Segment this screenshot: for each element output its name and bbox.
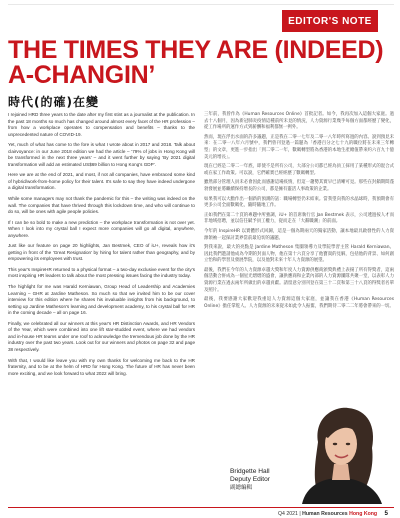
issue-label: Q4 2021 (277, 511, 298, 517)
paragraph-zh: 最後，我要感謝大家歡迎我重返人力資源這個大家庭，並讓我在香港《Human Resources Online》擔任掌舵人。人力資源的未來從未如此令人振奮，我們期待二零二二年將會帶來的一切。 (204, 297, 394, 309)
editor-signature (230, 468, 300, 492)
editor-title-zh: 副總編輯 (230, 485, 253, 491)
paragraph-zh: 對我來說，最大的亮點是 Jardine Matheson 集團領導力及學院學習主管 Harald Kerniawan。因此我們邀請他成為今期的封面人物，他在第十六頁分享了他寶貴的見解，包括他的背景、如何創立怡和的學習及發展學院，以及他對未來十年人力資源的展望。 (204, 245, 394, 264)
footer-rule (8, 507, 394, 508)
paragraph: I rejoined HRD three years to the date after my first stint as a journalist at the publication. In the past 18 months so much has changed around almost every facet of the HR profession – from how a workplace operates to compensation and benefits – thanks to the unprecedented nature of COVID-19. (8, 112, 195, 137)
headline-line-1: THE TIMES THEY ARE (INDEED) (8, 36, 384, 64)
paragraph: Yet, much of what has come to the fore is what I wrote about in 2017 and 2018. Talk about clairvoyance: in our June 2018 edition we had the article – ‘79% of jobs in Hong Kong will be transformed in the next three years’ – and it went further by saying ‘By 2021 digital transformation will add an estimated US$69 billion to Hong Kong's GDP’. (8, 142, 195, 167)
paragraph: Here we are at the end of 2021, and most, if not all companies, have embraced some kind of hybrid/work-from-home policy for their talent. It's safe to say they have indeed undergone a digital transformation. (8, 172, 195, 191)
paragraph-zh: 現在已經是二零二一年底，即使不是所有公司，大部分公司都已經為員工採用了某種形式的混合式或在家工作政策。可以說，它們確實已經經歷了數碼轉型。 (204, 164, 394, 176)
paragraph-zh: 最後，我們在今年的人力資源卓越大獎和年度人力資源供應商頒獎典禮上表揚了所有得獎者，這兩個活動合併成為一個星光熠熠的盛會，讓供應商和企業內部的人力資源團隊共聚一堂，以表彰人力資源行業在過去兩年所做出的卓越貢獻。請留意分別刊登在第三十二頁和第三十八頁的得獎者名單及照片。 (204, 267, 394, 293)
paragraph-zh: 三年前，我曾作為《Human Resources Online》首批記者。如今，我再次加入這個大家庭。過去十八個月，因為新冠肺炎疫情這種前所未見的情況，人力資源行業幾乎每個方面都經歷了變化，從工作場所的運作方式到薪酬和福利都無一例外。 (204, 112, 394, 131)
paragraph: If I can be so bold to make a new prediction – the workplace transformation is not over yet. When I look into my crystal ball I expect more companies will go all digital, anywhere, anywhere. (8, 219, 195, 238)
paragraph-zh: 然而，現在浮出水面的許多議題，正是我在二零一七年及二零一八年時所寫過的內容。說到預見未來：在二零一八年六月號中，我們曾刊登過一篇題為「香港百分之七十九的職位將在未來三年轉型」的文章，更進一步指出「到二零二一年，數碼轉型將為香港的本地生產總值帶來約六百九十億美元的增長」。 (204, 134, 394, 160)
paragraph-zh: 正如我們在第二十頁的專題中所強調，iU+ 的首席執行官 Jan Bestmek 表示，公司透過按人才而非地域招聘，並以信任賦予員工權力，從而走在「大辭職潮」的前面。 (204, 212, 394, 225)
magazine-name: Human Resources (302, 511, 348, 517)
paragraph-zh: 今年的 InspireHR 以實體形式回歸，這是一個為期兩天的獨家活動，讓本地最具啟發性的人力資源領袖一起探討業界當前最迫切的議題。 (204, 228, 394, 241)
paragraph: The highlight for me was Harald Kerniawan, Group Head of Leadership and Academies Learning – GHR at Jardine Matheson. So much so that we invited him to be our cover interview for this edition where he shares his invaluable insights from his background, to setting up Jardine Matheson's learning and development academy, to his crystal ball for HR in the coming decade – all on page 16. (8, 284, 195, 316)
english-column (8, 112, 195, 381)
paragraph: Just like our feature on page 20 highlights, Jan Bestmek, CEO of iU+, reveals how it's getting in front of the ‘Great Resignation’ by hiring for talent rather than geography, and by empowering its employees with trust. (8, 243, 195, 262)
paragraph-zh: 如果我可以大膽作出一個新的預測的話：職場轉型仍未結束。當我望向我的水晶球時，我預期會有更多公司全面數碼化，隨時隨地工作。 (204, 196, 394, 209)
top-rule (8, 4, 394, 5)
paragraph: This year's InspireHR returned to a physical format – a two-day exclusive event for the city's most inspiring HR leaders to talk about the most pressing issues facing the industry today. (8, 266, 195, 279)
editor-title: Deputy Editor (230, 476, 270, 483)
paragraph: While some managers may not thank the pandemic for this – the writing was indeed on the wall. The companies that have thrived through this lockdown time, and who will continue to do so, will be ones with agile people policies. (8, 196, 195, 215)
headline-line-2: A-CHANGIN’ (8, 61, 155, 89)
chinese-column (204, 112, 394, 313)
headline (8, 36, 384, 89)
editor-portrait (288, 402, 394, 504)
paragraph-zh: 雖然部分管理人員未必會因此而感謝這場疫情，但這一趨勢其實早已清晰可見。那些在封鎖期間蓬勃發展並將繼續保持增長的公司，都是擁有靈活人事政策的企業。 (204, 180, 394, 192)
paragraph: With that, I would like leave you with my own thanks for welcoming me back to the HR fraternity, and to be at the helm of HRD for Hong Kong. The future of HR has never been more exciting, and we look forward to what 2022 will bring. (8, 357, 195, 376)
paragraph: Finally, we celebrated all our winners at this year's HR Distinction Awards, and HR Vendors of the Year, which were combined into one lift star-studded event, where we had vendors and in-house HR teams under one roof to acknowledge the tremendous job done by the HR industry over the past two years. Look out for our winners and photos on page 32 and page 38 respectively. (8, 320, 195, 352)
section-tag: EDITOR'S NOTE (282, 10, 378, 32)
page-number: 5 (384, 510, 388, 517)
page-footer: Q4 2021 | Human Resources Hong Kong 5 (277, 510, 388, 517)
region-label: Hong Kong (349, 511, 378, 517)
editor-name: Bridgette Hall (230, 468, 270, 475)
subtitle-chinese: 時代(的確)在變 (8, 95, 99, 109)
